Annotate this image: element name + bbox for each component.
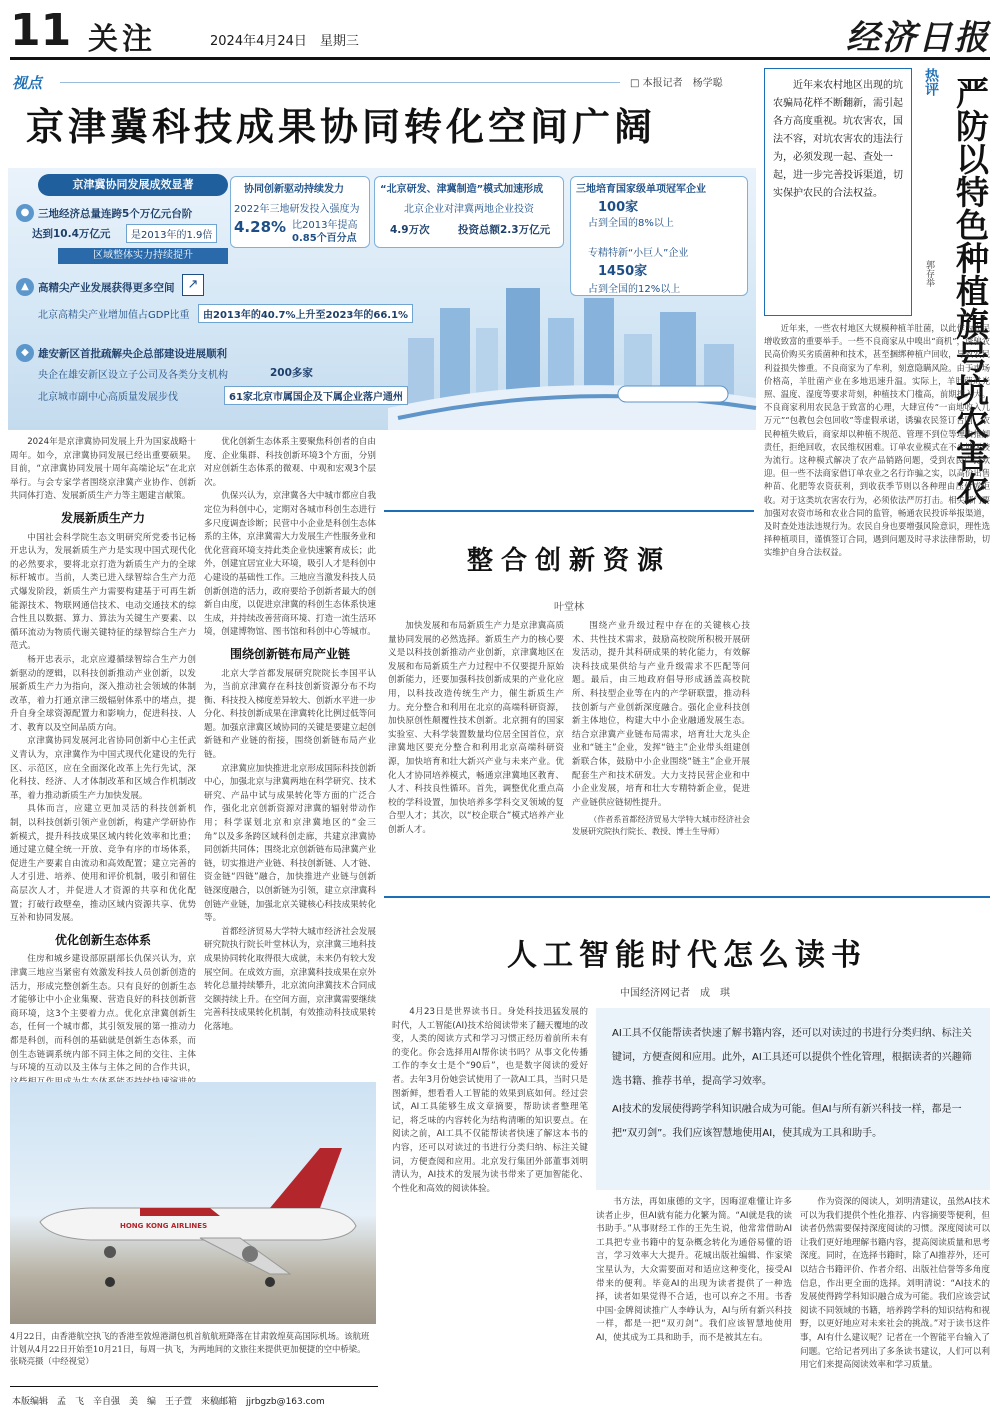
bottom-col2-text: 书方法，再如康德的文字，因晦涩难懂让许多读者止步，但AI就有能力化繁为简。“AI就是我的读书助手。”从事财经工作的王先生说，他常常借助AI工具把专业书籍中的复杂概念转化为通俗易懂的语言，学习效率大大提升。花城出版社编辑、作家梁宝星认为，大众需要面对和适应这种变化，接受AI带来的便利。毕竟AI的出现为读者提供了一种选择，读者如果觉得不合适，也可以弃之不用。书香中国·金牌阅读推广人李峥认为，AI与所有新兴科技一样，都是一把“双刃剑”。我们应该智慧地使用AI，使其成为工具和助手，而不是被其左右。: [596, 1197, 792, 1343]
block3-v2: 投资总额2.3万亿元: [458, 224, 551, 236]
main-col2: [204, 436, 376, 1074]
col1-intro: 2024年是京津冀协同发展上升为国家战略十周年。如今，京津冀协同发展已经出重要硕果。目前，“京津冀协同发展十周年高端论坛”在北京举行。与会专家学者围绕京津冀产业协作、创新共同体打造、发展新质生产力等主题建言献策。: [10, 437, 196, 502]
side-author-note: （作者系首都经济贸易大学特大城市经济社会发展研究院执行院长、教授、博士生导师）: [572, 815, 750, 837]
trend-icon: ↗: [182, 274, 204, 296]
block4-v2: 1450家: [598, 264, 648, 279]
col1-para-3: 京津冀协同发展河北省协同创新中心主任武义青认为，京津冀作为中国式现代化建设的先行区、示范区，应在全面深化改革上先行先试，深化科技、经济、人才体制改革和区域合作机制改革，着力推动新质生产力加快发展。: [10, 736, 196, 801]
side-article-byline: 叶堂林: [554, 602, 584, 613]
col1-subhead-2: 优化创新生态体系: [54, 932, 151, 947]
main-byline: □ 本报记者 杨学聪: [630, 78, 723, 89]
block6-desc2: 北京城市副中心高质量发展步伐: [38, 392, 178, 403]
editorial-lead-box: 近年来农村地区出现的坑农骗局花样不断翻新，需引起各方高度重视。坑农害农，国法不容，对坑农害农的违法行为，必须发现一起、查处一起，进一步完善投诉渠道，切实保护农民的合法权益。: [764, 68, 912, 316]
page-masthead: [10, 5, 990, 60]
block1-label: 三地经济总量连跨5个万亿元台阶: [38, 208, 193, 220]
block2-note: 比2013年提高: [292, 220, 358, 231]
airplane-image: [20, 1142, 366, 1292]
pull-quote-box: [596, 1008, 990, 1190]
page-number: 11: [10, 5, 72, 56]
kicker-rule: [60, 82, 620, 83]
side-col1: [388, 620, 564, 886]
news-photo: [10, 1082, 376, 1324]
block4-label: 三地培育国家级单项冠军企业: [576, 184, 706, 195]
photo-caption: [10, 1330, 376, 1368]
col2-subhead: 围绕创新链布局产业链: [229, 646, 350, 661]
pull-quote-2: AI技术的发展使得跨学科知识融合成为可能。但AI与所有新兴科技一样，都是一把“双刃剑”。我们应该智慧地使用AI，使其成为工具和助手。: [612, 1104, 962, 1139]
infographic-title: 京津冀协同发展成效显著: [38, 174, 228, 196]
block1-strip: 区域整体实力持续提升: [58, 248, 228, 264]
block3-label: “北京研发、津冀制造”模式加速形成: [380, 184, 544, 195]
col2-para-1: 优化创新生态体系主要聚焦科创者的自由度、企业集群、科技创新环境3个方面，分别对应创新生态体系的微观、中观和宏观3个层次。: [204, 437, 376, 488]
block2-value: 4.28%: [234, 218, 287, 236]
footer-credits: 本版编辑 孟 飞 辛自强 美 编 王子萱 来稿邮箱 jjrbgzb@163.com: [12, 1397, 325, 1407]
pull-quote-1: AI工具不仅能帮读者快速了解书籍内容，还可以对读过的书进行分类归纳、标注关键词，方便查阅和应用。此外，AI工具还可以提供个性化管理，根据读者的兴趣筛选书籍、推荐书单，提高学习效率。: [612, 1028, 972, 1087]
block2-note2: 0.85个百分点: [292, 233, 357, 244]
col1-para-2: 杨开忠表示，北京应遵循绿智综合生产力创新驱动的逻辑，以科技创新推动产业创新，以发展新质生产力为指向，深入推动社会领域的体制改革，着力打通京津三级辐射体系中的堵点，提升自身全球资源配置力和影响力，促进科技、人才、教育以及空间品质方向。: [10, 654, 196, 733]
block4-v1-note: 占到全国的8%以上: [588, 218, 674, 229]
col1-para-4: 具体而言，应建立更加灵活的科技创新机制，以科技创新引领产业创新，构建产学研协作新模式，提升科技成果区域内转化效率和比重；通过建立健全统一开放、竞争有序的市场体系，促进生产要素自由流动和高效配置；建立完善的人才引进、培养、使用和评价机制，吸引和留住高层次人才，并促进人才资源的共享和优化配置；打破行政壁垒，推动区域内资源共享、优势互补和协同发展。: [10, 804, 196, 924]
bottom-article-byline: 中国经济网记者 成 琪: [620, 988, 730, 999]
editorial-body: [764, 322, 990, 882]
photo-caption-text: 4月22日，由香港航空执飞的香港至敦煌港湖包机首航航班降落在甘肃敦煌莫高国际机场。该航班计划从4月22日开始至10月21日，每周一执飞，为两地间的文旅往来提供更加便捷的空中桥梁。: [10, 1331, 370, 1354]
editorial-body-text: 近年来，一些农村地区大规模种植羊肚菌，以此作为农民增收致富的重要举手。一些不良商家从中嗅出“商机”，诱骗农民高价购买劣质菌种和技术，甚至捆绑种植户回收，导致农民利益损失惨重。不良商家为了牟利，刻意隐瞒风险。由于市场价格高，羊肚菌产业在多地迅速升温。实际上，羊肚菌对光照、温度、湿度等要求苛刻，种植技术门槛高，前期投入大。不良商家利用农民急于致富的心理，大肆宣传“一亩地收入几万元”“包教包会包回收”等虚假承诺，诱骗农民签订合同。农民种植失败后，商家却以种植不规范、管理不到位等理由推卸责任，拒绝回收，农民维权困难。订单农业模式在不少地区较为流行。这种模式解决了农产品销路问题，受到农民广泛欢迎。但一些不法商家借订单农业之名行诈骗之实，以高价出售种苗、化肥等农资获利，到收获季节则以各种理由压价或拒收。对于这类坑农害农行为，必须依法严厉打击。相关部门要加强对农资市场和农业合同的监管，畅通农民投诉举报渠道，及时查处违法违规行为。农民自身也要增强风险意识，理性选择种植项目，谨慎签订合同，遇到问题及时寻求法律帮助，切实维护自身合法权益。: [764, 323, 990, 558]
editorial-headline: 严防以特色种植旗号坑农害农: [951, 76, 990, 505]
footer-rule: [10, 1386, 378, 1387]
block5-desc: 北京高精尖产业增加值占GDP比重: [38, 310, 190, 321]
col1-para-1: 中国社会科学院生态文明研究所党委书记杨开忠认为，发展新质生产力是实现中国式现代化的必然要求，要将北京打造为新质生产力的全球标杆城市。当前，人类已进入绿智综合生产力范式爆发阶段，新质生产力需要构建基于可再生新能源技术、物联网通信技术、电动交通技术的综合性且以数据、算力、算法为关键生产要素、以循环流动为物质代谢关键特征的绿智综合生产力范式。: [10, 532, 196, 652]
bottom-article-rule: [384, 896, 990, 898]
col2-para-5: 首都经济贸易大学特大城市经济社会发展研究院执行院长叶堂林认为，京津冀三地科技成果协同转化取得很大成就，未来仍有较大发展空间。在成效方面，京津冀科技成果在京外转化总量持续攀升，北京流向津冀技术合同成交额持续上升。在空间方面，京津冀需要继续完善科技成果转化机制，有效推动科技成果转化落地。: [204, 926, 376, 1032]
bottom-col3: [800, 1196, 990, 1406]
infographic-banner: [8, 168, 756, 430]
editorial-tag: 热评: [923, 68, 939, 96]
editorial-byline: 郭存举: [924, 260, 934, 287]
block5-label: 高精尖产业发展获得更多空间: [38, 282, 175, 294]
newspaper-logo: 经济日报: [846, 18, 990, 58]
block6-value2: 61家北京市属国企及下属企业落户通州: [224, 386, 408, 405]
block6-value: 200多家: [270, 367, 313, 379]
main-col1: [10, 436, 196, 1074]
main-headline: 京津冀科技成果协同转化空间广阔: [26, 105, 657, 149]
block3-desc: 北京企业对津冀两地企业投资: [404, 204, 534, 215]
col1-para-5: 住房和城乡建设部原副部长仇保兴认为，京津冀三地应当紧密有效激发科技人员创新创造的活力，形成完整创新生态。只有良好的创新生态才能够让中小企业集聚、营造良好的科技创新营商环境，这3个主要着力点。优化京津冀创新生态，任何一个城市都，其引领发展的第一推动力都是科创，而科创的基础就是创新生态体系，而创生态链调系统内部不同主体之间的交往、主体与环境的互动以及主体与主体之间的合作共识，: [10, 954, 196, 1074]
issue-date: 2024年4月24日 星期三: [210, 34, 359, 49]
block6-desc: 央企在雄安新区设立子公司及各类分支机构: [38, 370, 228, 381]
block5-value: 由2013年的40.7%上升至2023年的66.1%: [198, 304, 413, 323]
block2-desc: 2022年三地研发投入强度为: [234, 204, 360, 215]
block3-v1: 4.9万次: [390, 224, 430, 236]
block2-label: 协同创新驱动持续发力: [244, 184, 344, 195]
bottom-col1-text: 4月23日是世界读书日。身处科技迅猛发展的时代，人工智能(AI)技术给阅读带来了翻天覆地的改变，人类的阅读方式和学习习惯正经历着前所未有的变化。你会选择用AI帮你读书吗？从事文化传播工作的李女士是个“90后”，也是数字阅读的爱好者。去年3月份她尝试使用了一款AI工具，当时只是图新鲜，想看看人工智能的效果到底如何。经过尝试，AI工具能够生成文章摘要，帮助读者整理笔记，将乏味的内容转化为结构清晰的知识要点。在阅读之前，AI工具不仅能帮读者快速了解这本书的内容，还可以对读过的书进行分类归纳、标注关键词，方便查阅和应用。北京发行集团外部董事刘明清认为，AI技术的发展为读书带来了更加智能化、个性化和高效的阅读体验。: [392, 1007, 588, 1194]
col1-subhead-1: 发展新质生产力: [60, 510, 145, 525]
bottom-article-title: 人工智能时代怎么读书: [507, 938, 867, 973]
section-name: 关注: [88, 22, 156, 57]
kicker-label: 视点: [12, 74, 43, 92]
block4-label2: 专精特新“小巨人”企业: [588, 248, 689, 259]
airplane-livery: HONG KONG AIRLINES: [120, 1222, 208, 1230]
col2-para-4: 京津冀应加快推进北京形成国际科技创新中心，加强北京与津冀两地在科学研究、技术研究、产品中试与成果转化等方面的广泛合作，强化北京创新资源对津冀的辐射带动作用；科学谋划北京和京津冀地区的“金三角”以及多条跨区域科创走廊，共建京津冀协同创新共同体；围绕北京创新链布局津冀产业链，切实推进产业链、科技创新链、人才链、资金链“四链”融合，加快推进产业链与创新链深度融合，以创新链为引领，建立京津冀科创链产业链，加强北京关键核心科技成果转化等。: [204, 763, 376, 924]
bottom-col1: [392, 1006, 588, 1406]
block4-v1: 100家: [598, 200, 639, 215]
side-col1-text: 加快发展和布局新质生产力是京津冀高质量协同发展的必然选择。新质生产力的核心要义是以科技创新推动产业创新，京津冀地区在发展和布局新质生产力过程中不仅要提升原始创新能力，还要加强科技创新成果的产业化应用，以科技改造传统生产力，催生新质生产力。充分整合和利用在北京的高端科研资源，加快原创性颠覆性技术创新。北京拥有的国家实验室、大科学装置数量均位居全国首位，京津冀地区要充分整合和利用北京高端科研资源，加快培育和壮大新兴产业与未来产业。优化人才协同培养模式，畅通京津冀地区教育、人才、科技良性循环。首先，调整优化重点高校的学科设置，加快培养多学科交叉领域的复合型人才；其次，以“校企联合”模式培养产业创新人才。: [388, 621, 564, 835]
bottom-col2: [596, 1196, 792, 1406]
photo-credit: 张晓亮摄（中经视觉）: [10, 1356, 94, 1366]
block6-label: 雄安新区首批疏解央企总部建设进展顺利: [38, 348, 227, 360]
block5-icon: ▲: [16, 278, 34, 296]
block4-v2-note: 占到全国的12%以上: [588, 284, 681, 295]
side-col2: [572, 620, 750, 886]
block6-icon: ◆: [16, 344, 34, 362]
side-col2-text: 围绕产业升级过程中存在的关键核心技术、共性技术需求，鼓励高校院所积极开展研发活动，提升其科研成果的转化能力，有效解决科技成果供给与产业升级需求不匹配等问题。最后，由三地政府倡导形成涵盖高校院所、科技型企业等在内的产学研联盟，推动科技创新与产业创新深度融合。强化企业科技创新主体地位，构建大中小企业融通发展生态。结合京津冀产业链布局需求，培育壮大龙头企业和“链主”企业，发挥“链主”企业带头组建创新联合体，鼓励中小企业围绕“链主”企业开展配套生产和技术研发。大力支持民营企业和中小企业发展，培育和壮大专精特新企业，促进产业链供应链韧性提升。: [572, 621, 750, 808]
col2-para-3: 北京大学首都发展研究院院长李国平认为，当前京津冀存在科技创新资源分布不均衡、科技投入梯度差异较大、创新水平进一步分化、科技创新成果在津冀转化比例过低等问题。加强京津冀区域协同的关键是要建立起创新链和产业链的衔接，围绕创新链布局产业链。: [204, 668, 376, 761]
block1-value: 达到10.4万亿元: [32, 228, 111, 240]
block1-note: 是2013年的1.9倍: [126, 224, 217, 243]
block1-icon: ●: [16, 204, 34, 222]
side-article-title: 整合创新资源: [466, 546, 671, 576]
bottom-col3-text: 作为资深的阅读人，刘明清建议，虽然AI技术可以为我们提供个性化推荐、内容摘要等便利，但读者仍然需要保持深度阅读的习惯。深度阅读可以让我们更好地理解书籍内容，提高阅读质量和思考深度。同时，在选择书籍时，除了AI推荐外，还可以结合书籍评价、作者介绍、出版社信誉等多角度信息，作出更全面的选择。刘明清说：“AI技术的发展使得跨学科知识融合成为可能。我们应该尝试阅读不同领域的书籍，培养跨学科的知识结构和视野，以更好地应对未来社会的挑战。”对于读书这件事，AI有什么建议呢？记者在一个智能平台输入了问题。它给记者列出了多条读书建议，人们可以利用它们来提高阅读效率和学习质量。: [800, 1197, 990, 1371]
col2-para-2: 仇保兴认为，京津冀各大中城市都应自我定位为科创中心，定期对各城市科创生态进行多尺度调查诊断；民营中小企业是科创生态体系的主体，京津冀需大力发展生产性服务业和优化营商环境支持此类企业快速繁育成长；此外，创建宜居宜业大环境，吸引人才是科创中心建设的基础性工作。三地应当激发科技人员创新创造的活力，政府要给予创新者最大的创新自由度，以促进京津冀的科创生态体系快速生成，并持续改善营商环境、打造一流生活环境，创建博物馆、图书馆和科创中心等城市。: [204, 491, 376, 638]
